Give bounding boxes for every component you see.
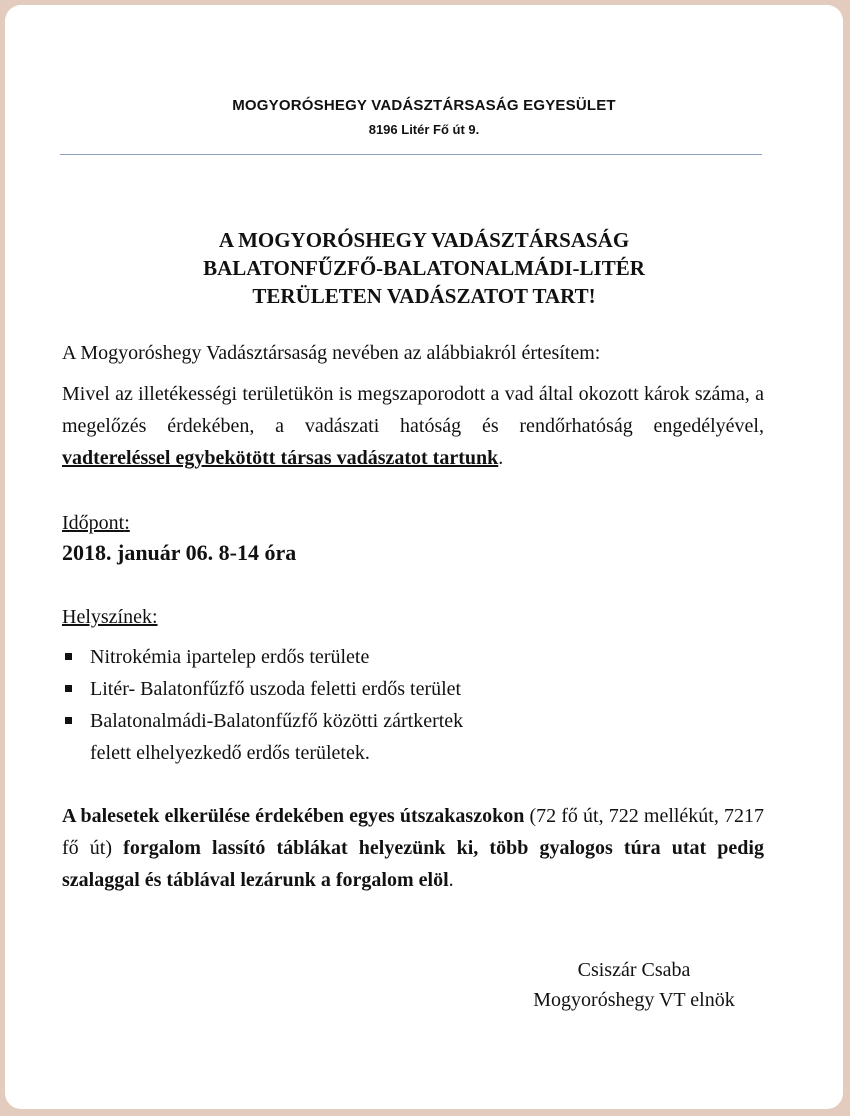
- organization-name: MOGYORÓSHEGY VADÁSZTÁRSASÁG EGYESÜLET: [232, 97, 616, 114]
- signature-name: Csiszár Csaba: [577, 959, 691, 981]
- list-item: [62, 673, 762, 705]
- warning-part-3: forgalom lassító táblákat helyezünk ki, több gyalogos túra utat pedig szalaggal és táblával lezárunk a forgalom elöl: [62, 837, 764, 891]
- time-value: 2018. január 06. 8-14 óra: [62, 540, 297, 565]
- warning-paragraph: [62, 800, 764, 896]
- warning-end: .: [448, 869, 454, 891]
- list-item: [62, 641, 762, 673]
- time-label-block: [62, 512, 130, 535]
- organization-address: 8196 Litér Fő út 9.: [368, 122, 480, 137]
- body-emphasis: vadtereléssel egybekötött társas vadászatot tartunk: [62, 447, 499, 469]
- body-end: .: [498, 447, 504, 469]
- time-label-colon: :: [124, 512, 130, 534]
- body-paragraph: [62, 378, 764, 474]
- square-bullet-icon: [65, 685, 72, 692]
- locations-list: [62, 641, 762, 769]
- locations-label-block: [62, 606, 158, 629]
- headline-line-2: BALATONFŰZFŐ-BALATONALMÁDI-LITÉR: [203, 256, 645, 280]
- square-bullet-icon: [65, 653, 72, 660]
- body-text: Mivel az illetékességi területükön is megszaporodott a vad által okozott károk száma, a megelőzés érdekében, a vadászati hatóság és rendőrhatóság engedélyével,: [62, 383, 764, 437]
- time-label: Időpont: [62, 512, 125, 534]
- notice-headline: [5, 226, 843, 310]
- location-text: Litér- Balatonfűzfő uszoda feletti erdős terület: [90, 678, 462, 700]
- intro-paragraph: A Mogyoróshegy Vadásztársaság nevében az alábbiakról értesítem:: [62, 342, 601, 364]
- locations-label: Helyszínek: [62, 606, 152, 628]
- location-text: felett elhelyezkedő erdős területek.: [90, 742, 370, 764]
- signature-role: Mogyoróshegy VT elnök: [533, 989, 735, 1011]
- list-item-continuation: [62, 737, 762, 769]
- headline-line-1: A MOGYORÓSHEGY VADÁSZTÁRSASÁG: [218, 228, 630, 252]
- location-text: Nitrokémia ipartelep erdős területe: [90, 646, 370, 668]
- warning-part-2: (72 fő út, 722 mellékút, 7217 fő út): [62, 805, 765, 859]
- header-divider: [60, 154, 762, 155]
- notice-page: [5, 5, 843, 1109]
- warning-part-1: A balesetek elkerülése érdekében egyes útszakaszokon: [62, 805, 525, 827]
- list-item: [62, 705, 762, 737]
- square-bullet-icon: [65, 717, 72, 724]
- location-text: Balatonalmádi-Balatonfűzfő közötti zártkertek: [90, 710, 464, 732]
- headline-line-3: TERÜLETEN VADÁSZATOT TART!: [252, 284, 596, 308]
- locations-label-colon: :: [151, 606, 158, 628]
